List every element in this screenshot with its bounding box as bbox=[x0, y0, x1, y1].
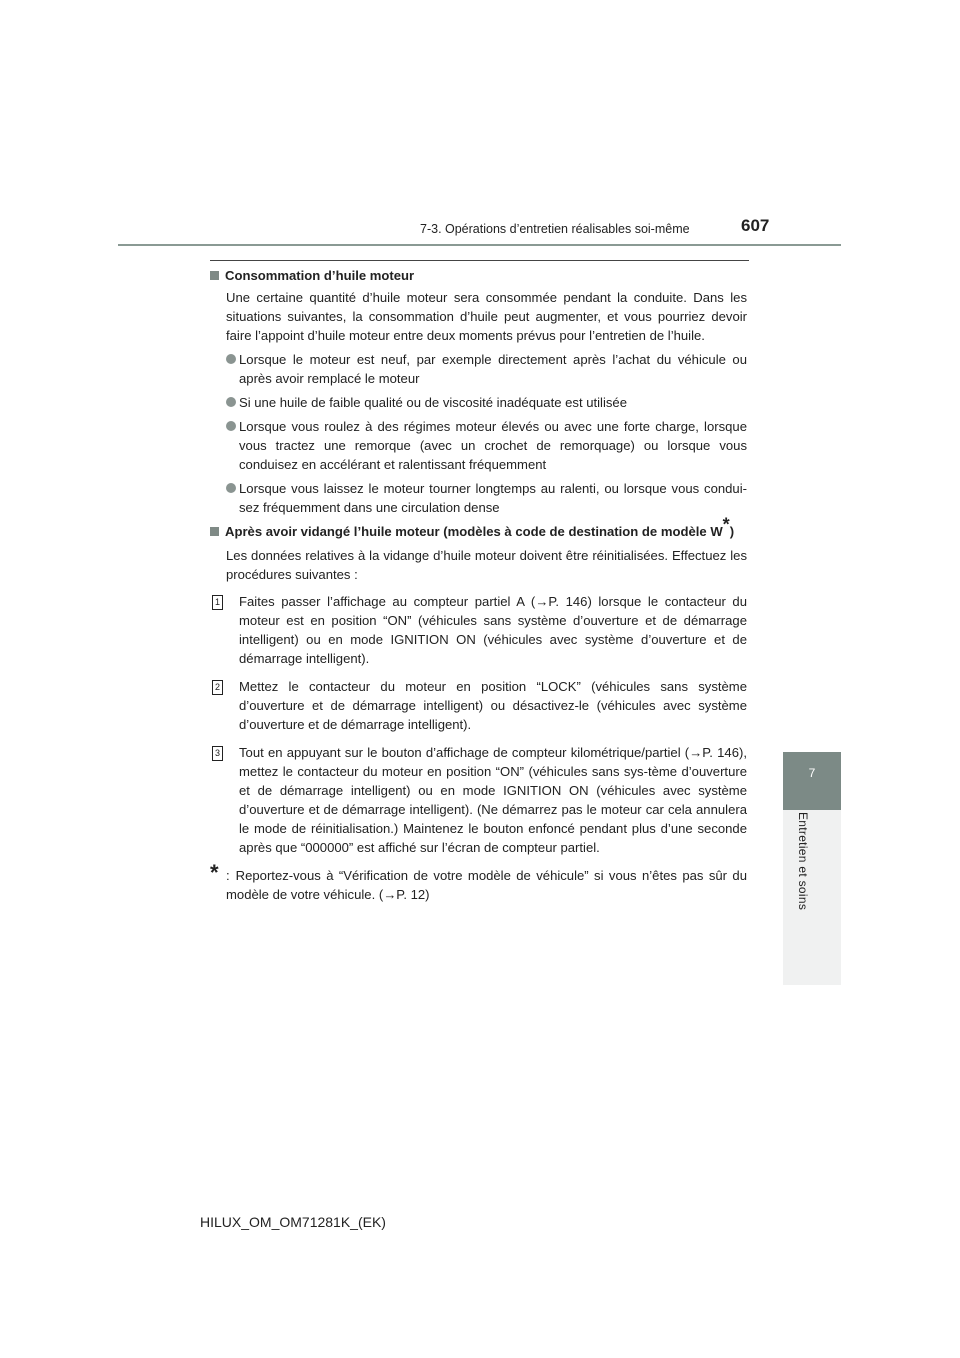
step-item: 1 Faites passer l’affichage au compteur partiel A (→P. 146) lorsque le contacteur du moteur est en position “ON” (véhicules sans système d’ouverture et de démarrage intelligent) ou en mode IGNITION ON (véhicules avec système d’ouverture et de démarrage intelligent). bbox=[226, 592, 747, 668]
list-item: Si une huile de faible qualité ou de viscosité inadéquate est utilisée bbox=[226, 393, 747, 412]
section-intro: Une certaine quantité d’huile moteur sera consommée pendant la conduite. Dans les situations suivantes, la consommation d’huile peut augmenter, et vous pourriez devoir faire l’appoint d’huile moteur entre deux moments prévus pour l’entretien de l’huile. bbox=[226, 290, 747, 343]
page-content bbox=[210, 266, 747, 904]
asterisk-icon: * bbox=[210, 860, 219, 885]
circle-bullet-icon bbox=[226, 483, 236, 493]
section-intro: Les données relatives à la vidange d’huile moteur doivent être réinitialisées. Effectuez les procédures suivantes : bbox=[226, 548, 747, 582]
square-bullet-icon bbox=[210, 271, 219, 280]
step-number-box: 2 bbox=[212, 680, 223, 695]
content-divider bbox=[210, 260, 749, 261]
bullet-list bbox=[226, 350, 747, 517]
circle-bullet-icon bbox=[226, 397, 236, 407]
step-number-box: 1 bbox=[212, 595, 223, 610]
circle-bullet-icon bbox=[226, 354, 236, 364]
section-title: Consommation d’huile moteur bbox=[225, 268, 415, 283]
section-heading-oil-consumption bbox=[210, 266, 747, 285]
section-title: Après avoir vidangé l’huile moteur (modèles à code de destination de modèle W*) bbox=[225, 514, 735, 539]
step-item: 3 Tout en appuyant sur le bouton d’affichage de compteur kilométrique/partiel (→P. 146), mettez le contacteur du moteur en position “ON” (véhicules sans sys-tème d’ouverture et de démarrage intelligent) ou en mode IGNITION ON (véhicules avec système d’ouverture et de démarrage intelligent). (Ne démarrez pas le moteur car cela annulera le mode de réinitialisation.) Maintenez le bouton enfoncé pendant plus d’une seconde après que “000000” est affiché sur l’écran de compteur partiel. bbox=[226, 743, 747, 857]
document-code: HILUX_OM_OM71281K_(EK) bbox=[200, 1214, 386, 1230]
step-item: 2 Mettez le contacteur du moteur en position “LOCK” (véhicules sans système d’ouverture et de démarrage intelligent) ou désactivez-le (véhicules avec système d’ouverture et de démarrage intelligent). bbox=[226, 677, 747, 734]
step-list bbox=[214, 592, 747, 857]
header-section-title: 7-3. Opérations d’entretien réalisables soi-même bbox=[420, 222, 690, 236]
chapter-tab bbox=[783, 752, 841, 810]
circle-bullet-icon bbox=[226, 421, 236, 431]
chapter-strip bbox=[783, 810, 841, 985]
footnote: * : Reportez-vous à “Vérification de votre modèle de véhicule” si vous n’êtes pas sûr du modèle de votre véhicule. (→P. 12) bbox=[210, 860, 747, 902]
section-heading-oil-reset bbox=[210, 514, 747, 541]
list-item: Lorsque le moteur est neuf, par exemple directement après l’achat du véhicule ou après avoir remplacé le moteur bbox=[226, 350, 747, 388]
step-number-box: 3 bbox=[212, 746, 223, 761]
footnote-text: Reportez-vous à “Vérification de votre modèle de véhicule” si vous n’êtes pas sûr du modèle de votre véhicule. (→P. 12) bbox=[226, 868, 747, 902]
square-bullet-icon bbox=[210, 527, 219, 536]
chapter-label: Entretien et soins bbox=[796, 812, 810, 911]
header-divider bbox=[118, 244, 841, 246]
list-item: Lorsque vous roulez à des régimes moteur élevés ou avec une forte charge, lorsque vous tractez une remorque (avec un crochet de remorquage) ou lorsque vous conduisez en accélérant et ralentissant fréquemment bbox=[226, 417, 747, 474]
list-item: Lorsque vous laissez le moteur tourner longtemps au ralenti, ou lorsque vous condui-sez fréquemment dans une circulation dense bbox=[226, 479, 747, 517]
chapter-number: 7 bbox=[808, 766, 816, 780]
page-number: 607 bbox=[741, 216, 770, 235]
